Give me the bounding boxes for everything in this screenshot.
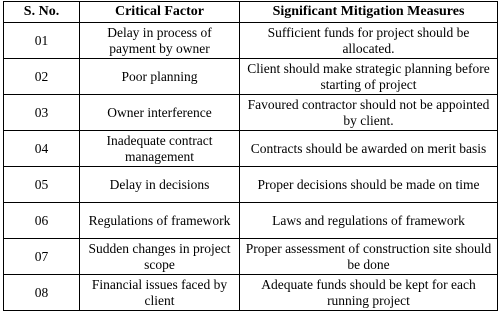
serial-number-cell: 05 <box>4 167 80 203</box>
critical-factor-cell: Poor planning <box>80 59 240 95</box>
serial-number-cell: 01 <box>4 23 80 59</box>
table-row <box>4 239 498 275</box>
critical-factor-cell: Financial issues faced by client <box>80 275 240 311</box>
mitigation-measure-cell: Laws and regulations of framework <box>240 203 498 239</box>
table-row <box>4 131 498 167</box>
table-row <box>4 275 498 311</box>
serial-number-cell: 07 <box>4 239 80 275</box>
mitigation-measure-cell: Favoured contractor should not be appointed by client. <box>240 95 498 131</box>
serial-number-cell: 04 <box>4 131 80 167</box>
mitigation-measures-table <box>3 1 498 311</box>
mitigation-measure-cell: Proper assessment of construction site should be done <box>240 239 498 275</box>
table-row <box>4 95 498 131</box>
mitigation-table-container <box>3 1 497 311</box>
mitigation-measure-cell: Proper decisions should be made on time <box>240 167 498 203</box>
critical-factor-cell: Delay in process of payment by owner <box>80 23 240 59</box>
serial-number-cell: 08 <box>4 275 80 311</box>
table-row <box>4 203 498 239</box>
table-row <box>4 59 498 95</box>
serial-number-cell: 02 <box>4 59 80 95</box>
serial-number-cell: 03 <box>4 95 80 131</box>
table-row <box>4 23 498 59</box>
critical-factor-cell: Sudden changes in project scope <box>80 239 240 275</box>
critical-factor-cell: Owner interference <box>80 95 240 131</box>
critical-factor-cell: Inadequate contract management <box>80 131 240 167</box>
mitigation-measure-cell: Contracts should be awarded on merit basis <box>240 131 498 167</box>
critical-factor-cell: Regulations of framework <box>80 203 240 239</box>
mitigation-measure-cell: Client should make strategic planning before starting of project <box>240 59 498 95</box>
table-row <box>4 167 498 203</box>
mitigation-measure-cell: Adequate funds should be kept for each running project <box>240 275 498 311</box>
serial-number-cell: 06 <box>4 203 80 239</box>
header-mitigation-measures: Significant Mitigation Measures <box>240 2 498 23</box>
table-header-row <box>4 2 498 23</box>
header-critical-factor: Critical Factor <box>80 2 240 23</box>
header-serial-number: S. No. <box>4 2 80 23</box>
critical-factor-cell: Delay in decisions <box>80 167 240 203</box>
mitigation-measure-cell: Sufficient funds for project should be allocated. <box>240 23 498 59</box>
